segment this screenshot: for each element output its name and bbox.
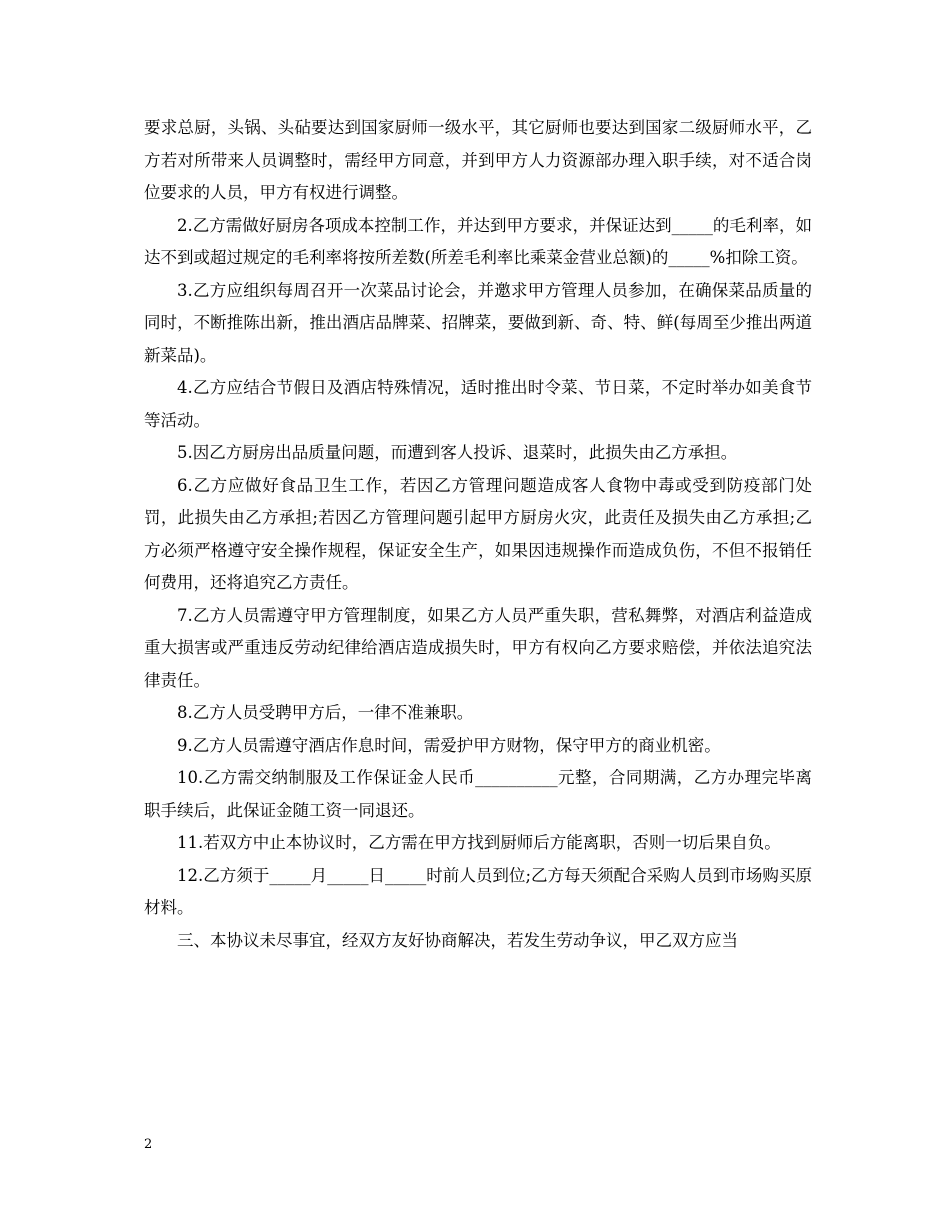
clause-11: 11.若双方中止本协议时，乙方需在甲方找到厨师后方能离职，否则一切后果自负。 bbox=[177, 833, 781, 852]
clause-7: 7.乙方人员需遵守甲方管理制度，如果乙方人员严重失职，营私舞弊，对酒店利益造成重大损害或严重违反劳动纪律给酒店造成损失时，甲方有权向乙方要求赔偿，并依法追究法律责任。 bbox=[144, 605, 812, 690]
clause-10: 10.乙方需交纳制服及工作保证金人民币__________元整，合同期满，乙方办理完毕离职手续后，此保证金随工资一同退还。 bbox=[144, 768, 812, 820]
document-body bbox=[144, 112, 812, 957]
clause-5: 5.因乙方厨房出品质量问题，而遭到客人投诉、退菜时，此损失由乙方承担。 bbox=[177, 443, 738, 462]
section-3-paragraph: 三、本协议未尽事宜，经双方友好协商解决，若发生劳动争议，甲乙双方应当 bbox=[177, 930, 738, 950]
clause-2: 2.乙方需做好厨房各项成本控制工作，并达到甲方要求，并保证达到_____的毛利率，如达不到或超过规定的毛利率将按所差数(所差毛利率比乘菜金营业总额)的_____%扣除工资。 bbox=[144, 215, 812, 267]
clause-4: 4.乙方应结合节假日及酒店特殊情况，适时推出时令菜、节日菜，不定时举办如美食节等活动。 bbox=[144, 378, 812, 430]
clause-9: 9.乙方人员需遵守酒店作息时间，需爱护甲方财物，保守甲方的商业机密。 bbox=[177, 735, 721, 755]
clause-8: 8.乙方人员受聘甲方后，一律不准兼职。 bbox=[177, 703, 474, 722]
clause-12: 12.乙方须于_____月_____日_____时前人员到位;乙方每天须配合采购人员到市场购买原材料。 bbox=[144, 865, 812, 917]
page-number: 2 bbox=[144, 1137, 153, 1152]
clause-3: 3.乙方应组织每周召开一次菜品讨论会，并邀求甲方管理人员参加，在确保菜品质量的同时，不断推陈出新，推出酒店品牌菜、招牌菜，要做到新、奇、特、鲜(每周至少推出两道新菜品)。 bbox=[144, 280, 812, 365]
paragraph-continuation: 要求总厨，头锅、头砧要达到国家厨师一级水平，其它厨师也要达到国家二级厨师水平，乙方若对所带来人员调整时，需经甲方同意，并到甲方人力资源部办理入职手续，对不适合岗位要求的人员，甲方有权进行调整。 bbox=[144, 118, 812, 202]
clause-6: 6.乙方应做好食品卫生工作，若因乙方管理问题造成客人食物中毒或受到防疫部门处罚，此损失由乙方承担;若因乙方管理问题引起甲方厨房火灾，此责任及损失由乙方承担;乙方必须严格遵守安全操作规程，保证安全生产，如果因违规操作而造成负伤，不但不报销任何费用，还将追究乙方责任。 bbox=[144, 475, 812, 592]
